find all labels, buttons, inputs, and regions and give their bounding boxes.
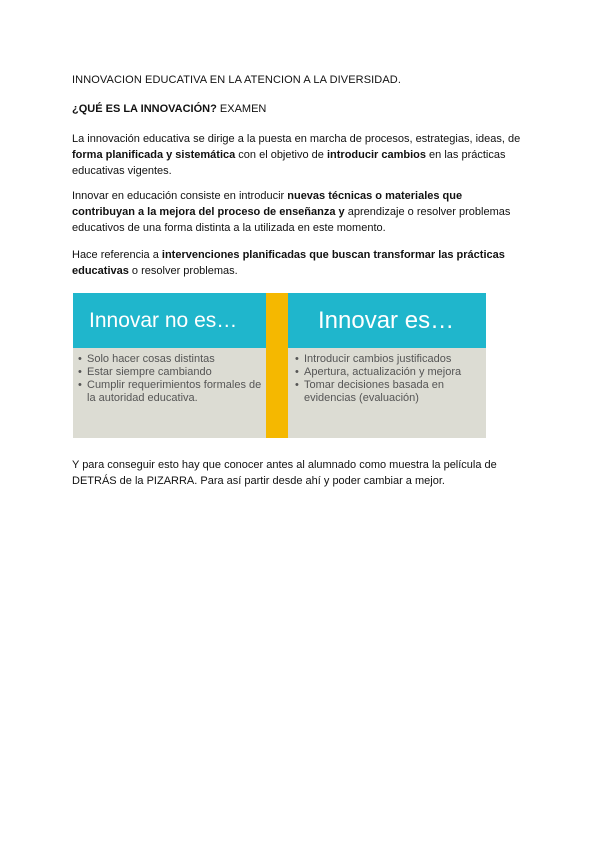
paragraph-text: en las prácticas educativas vigentes.: [72, 149, 506, 177]
paragraph-definition: [72, 131, 522, 179]
paragraph-bold-text: intervenciones planificadas que buscan transformar las prácticas educativas: [72, 249, 505, 277]
innovar-es-heading: Innovar es…: [288, 293, 486, 348]
list-item: • Estar siempre cambiando: [77, 366, 262, 379]
paragraph-text: aprendizaje o resolver problemas educativos de una forma distinta a la utilizada en este momento.: [72, 206, 511, 234]
section-heading-suffix: EXAMEN: [216, 103, 267, 115]
section-heading: [72, 101, 266, 117]
innovar-no-es-body: [73, 348, 266, 438]
paragraph-conclusion: Y para conseguir esto hay que conocer antes al alumnado como muestra la película de DETRÁS de la PIZARRA. Para así partir desde ahí y poder cambiar a mejor.: [72, 459, 497, 487]
list-item: • Apertura, actualización y mejora: [294, 366, 482, 379]
section-heading-bold: ¿QUÉ ES LA INNOVACIÓN?: [72, 103, 217, 115]
list-item: • Tomar decisiones basada en evidencias (evaluación): [294, 379, 482, 405]
innovar-es-panel: [288, 293, 486, 438]
innovar-es-body: [288, 348, 486, 438]
innovar-no-es-heading: Innovar no es…: [73, 293, 266, 348]
paragraph-text: con el objetivo de: [235, 149, 327, 161]
paragraph-text: Hace referencia a: [72, 249, 162, 261]
list-item: • Solo hacer cosas distintas: [77, 353, 262, 366]
innovar-no-es-panel: [73, 293, 266, 438]
list-item: • Cumplir requerimientos formales de la autoridad educativa.: [77, 379, 262, 405]
list-item: • Introducir cambios justificados: [294, 353, 482, 366]
paragraph-bold-text: forma planificada y sistemática: [72, 149, 236, 161]
paragraph-innovar: [72, 188, 522, 236]
paragraph-text: o resolver problemas.: [128, 265, 238, 277]
innovation-comparison-figure: [73, 293, 486, 438]
paragraph-text: La innovación educativa se dirige a la puesta en marcha de procesos, estrategias, ideas, de: [72, 133, 521, 145]
paragraph-referencia: [72, 247, 522, 279]
divider-bar: [266, 293, 288, 438]
document-title: INNOVACION EDUCATIVA EN LA ATENCION A LA DIVERSIDAD.: [72, 74, 401, 86]
paragraph-bold-text: nuevas técnicas o materiales que contribuyan a la mejora del proceso de enseñanza y: [72, 190, 463, 218]
paragraph-bold-text: introducir cambios: [326, 149, 426, 161]
paragraph-text: Innovar en educación consiste en introducir: [72, 190, 288, 202]
